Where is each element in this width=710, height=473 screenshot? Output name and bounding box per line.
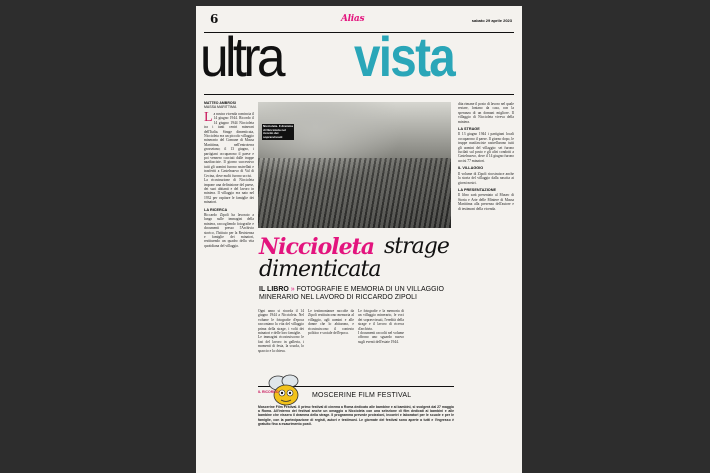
col5-paragraph-1: dita rimane il posto di lavoro nel quale restare, lontano da casa, con la speranza di un domani migliore. Il villaggio di Niccioleta viveva della miniera. [458, 102, 514, 124]
col1-paragraph-1: a nostra vicenda comincia il 14 giugno 1944. Ricordo il 14 giugno 1944 Niccioleta tra i tanti centri minerari dell'Italia. Strage dimenticata, Niccioleta era un piccolo villaggio minerario del Comune di Massa Marittima, nell'entroterra grossetano; il 13 giugno, i partigiani occuparono il paese e poi vennero cacciati dalle truppe nazifasciste. Il giorno successivo tutti gli uomini furono rastrellati e trasferiti a Castelnuovo di Val di Cecina, dove molti furono uccisi. [204, 112, 254, 178]
page-number: 6 [210, 12, 219, 26]
subhead-la-presentazione: LA PRESENTAZIONE [458, 187, 496, 192]
col5-paragraph-4: Il libro sarà presentato al Museo di Storia e Arte delle Miniere di Massa Marittima alla presenza dell'autore e di testimoni della vicenda. [458, 193, 514, 211]
byline-author: MATTEO AMBROSI [204, 101, 236, 105]
article-column-4 [358, 309, 404, 383]
alias-logo: Alias [341, 14, 365, 24]
box-text: Moscerine Film Festival. Il primo festival di cinema a Roma dedicato alle bambine e ai bambini, si svolgerà dal 27 maggio a Roma. All'interno del festival anche un omaggio a Niccioleta con una selezione di film dedicati ai bambini e alle bambine che vissero il dramma della strage. Il programma prevede proiezioni, incontri e laboratori per le scuole e per le famiglie, con la partecipazione di registi, autori e testimoni. Le giornate del festival sono aperte a tutti e l'ingresso è gratuito fino a esaurimento posti. [258, 405, 454, 426]
article-column-2 [258, 309, 304, 383]
col5-paragraph-3: Il volume di Zipoli ricostruisce anche la storia del villaggio dalla nascita ai giorni nostri. [458, 171, 514, 185]
drop-cap: L [204, 112, 213, 125]
festival-box [258, 386, 454, 473]
deck-text: FOTOGRAFIE E MEMORIA DI UN VILLAGGIO MINERARIO NEL LAVORO DI RICCARDO ZIPOLI [259, 286, 444, 302]
deck-arrow: » [290, 286, 295, 293]
title-rule [204, 94, 514, 95]
title-vista: vista [354, 25, 454, 88]
col1-paragraph-3: Riccardo Zipoli ha lavorato a lungo sulle immagini della miniera, raccogliendo fotografie e documenti presso l'Archivio storico, l'Istituto per la Resistenza e famiglie dei minatori, restituendo un quadro della vita quotidiana del villaggio. [204, 212, 254, 248]
headline-dimenticata: dimenticata [259, 257, 381, 282]
col4-paragraph-1: Le fotografie e la memoria di un villaggio minerario, le voci dei sopravvissuti, l'eredità della strage e il lavoro di ricerca d'archivio. [358, 309, 404, 331]
subhead-il-villaggio: IL VILLAGGIO [458, 166, 484, 171]
col2-paragraph-2: Le immagini ricostruiscono le fasi del lavoro in galleria, i momenti di festa, la scuola, lo spaccio e la chiesa. [258, 335, 304, 353]
photo-hillside [258, 158, 451, 228]
title-ultra: ultra [200, 25, 282, 88]
box-title: MOSCERINE FILM FESTIVAL [312, 392, 412, 399]
col4-paragraph-2: I documenti raccolti nel volume offrono uno sguardo nuovo sugli eventi dell'estate 1944. [358, 331, 404, 344]
newspaper-page [196, 6, 522, 473]
subhead-la-ricerca: LA RICERCA [204, 207, 228, 212]
photo-caption: Niccioleta. Il dramma di Niccioleta nel ricordo dei sopravvissuti [263, 124, 294, 139]
col3-paragraph-1: Le testimonianze raccolte da Zipoli restituiscono memoria al villaggio, agli uomini e alle donne che lo abitarono, e ricostruiscono il contesto politico e sociale dell'epoca. [308, 309, 354, 336]
byline-place: MASSA MARITTIMA [204, 105, 237, 109]
deck-label: IL LIBRO [259, 286, 289, 293]
col1-paragraph-2: La ricostruzione di Niccioleta impone una definizione del paese, dei suoi abitanti e del lavoro in miniera. Il villaggio era nato nel 1932 per ospitare le famiglie dei minatori. [204, 178, 254, 205]
article-column-5 [458, 102, 514, 470]
subhead-la-strage: LA STRAGE [458, 127, 480, 132]
deck [259, 286, 449, 303]
col2-paragraph-1: Ogni anno si ricorda il 14 giugno 1944 a Niccioleta. Nel volume le fotografie d'epoca raccontano la vita del villaggio prima della strage, i volti dei minatori e delle loro famiglie. [258, 309, 304, 336]
byline [204, 101, 254, 109]
article-column-3 [308, 309, 354, 383]
headline-strage: strage [384, 234, 449, 259]
headline-niccioleta: Niccioleta [259, 234, 375, 260]
mine-photo [258, 102, 451, 228]
article-column-1 [204, 112, 254, 470]
issue-date: sabato 29 aprile 2023 [471, 18, 512, 23]
box-tag: IL RICORDO [258, 390, 279, 394]
col5-paragraph-2: Il 13 giugno 1944 i partigiani locali occuparono il paese. Il giorno dopo, le truppe nazifasciste rastrellarono tutti gli uomini del villaggio: sei furono fucilati sul posto e gli altri condotti a Castelnuovo, dove il 14 giugno furono uccisi 77 minatori. [458, 132, 514, 163]
